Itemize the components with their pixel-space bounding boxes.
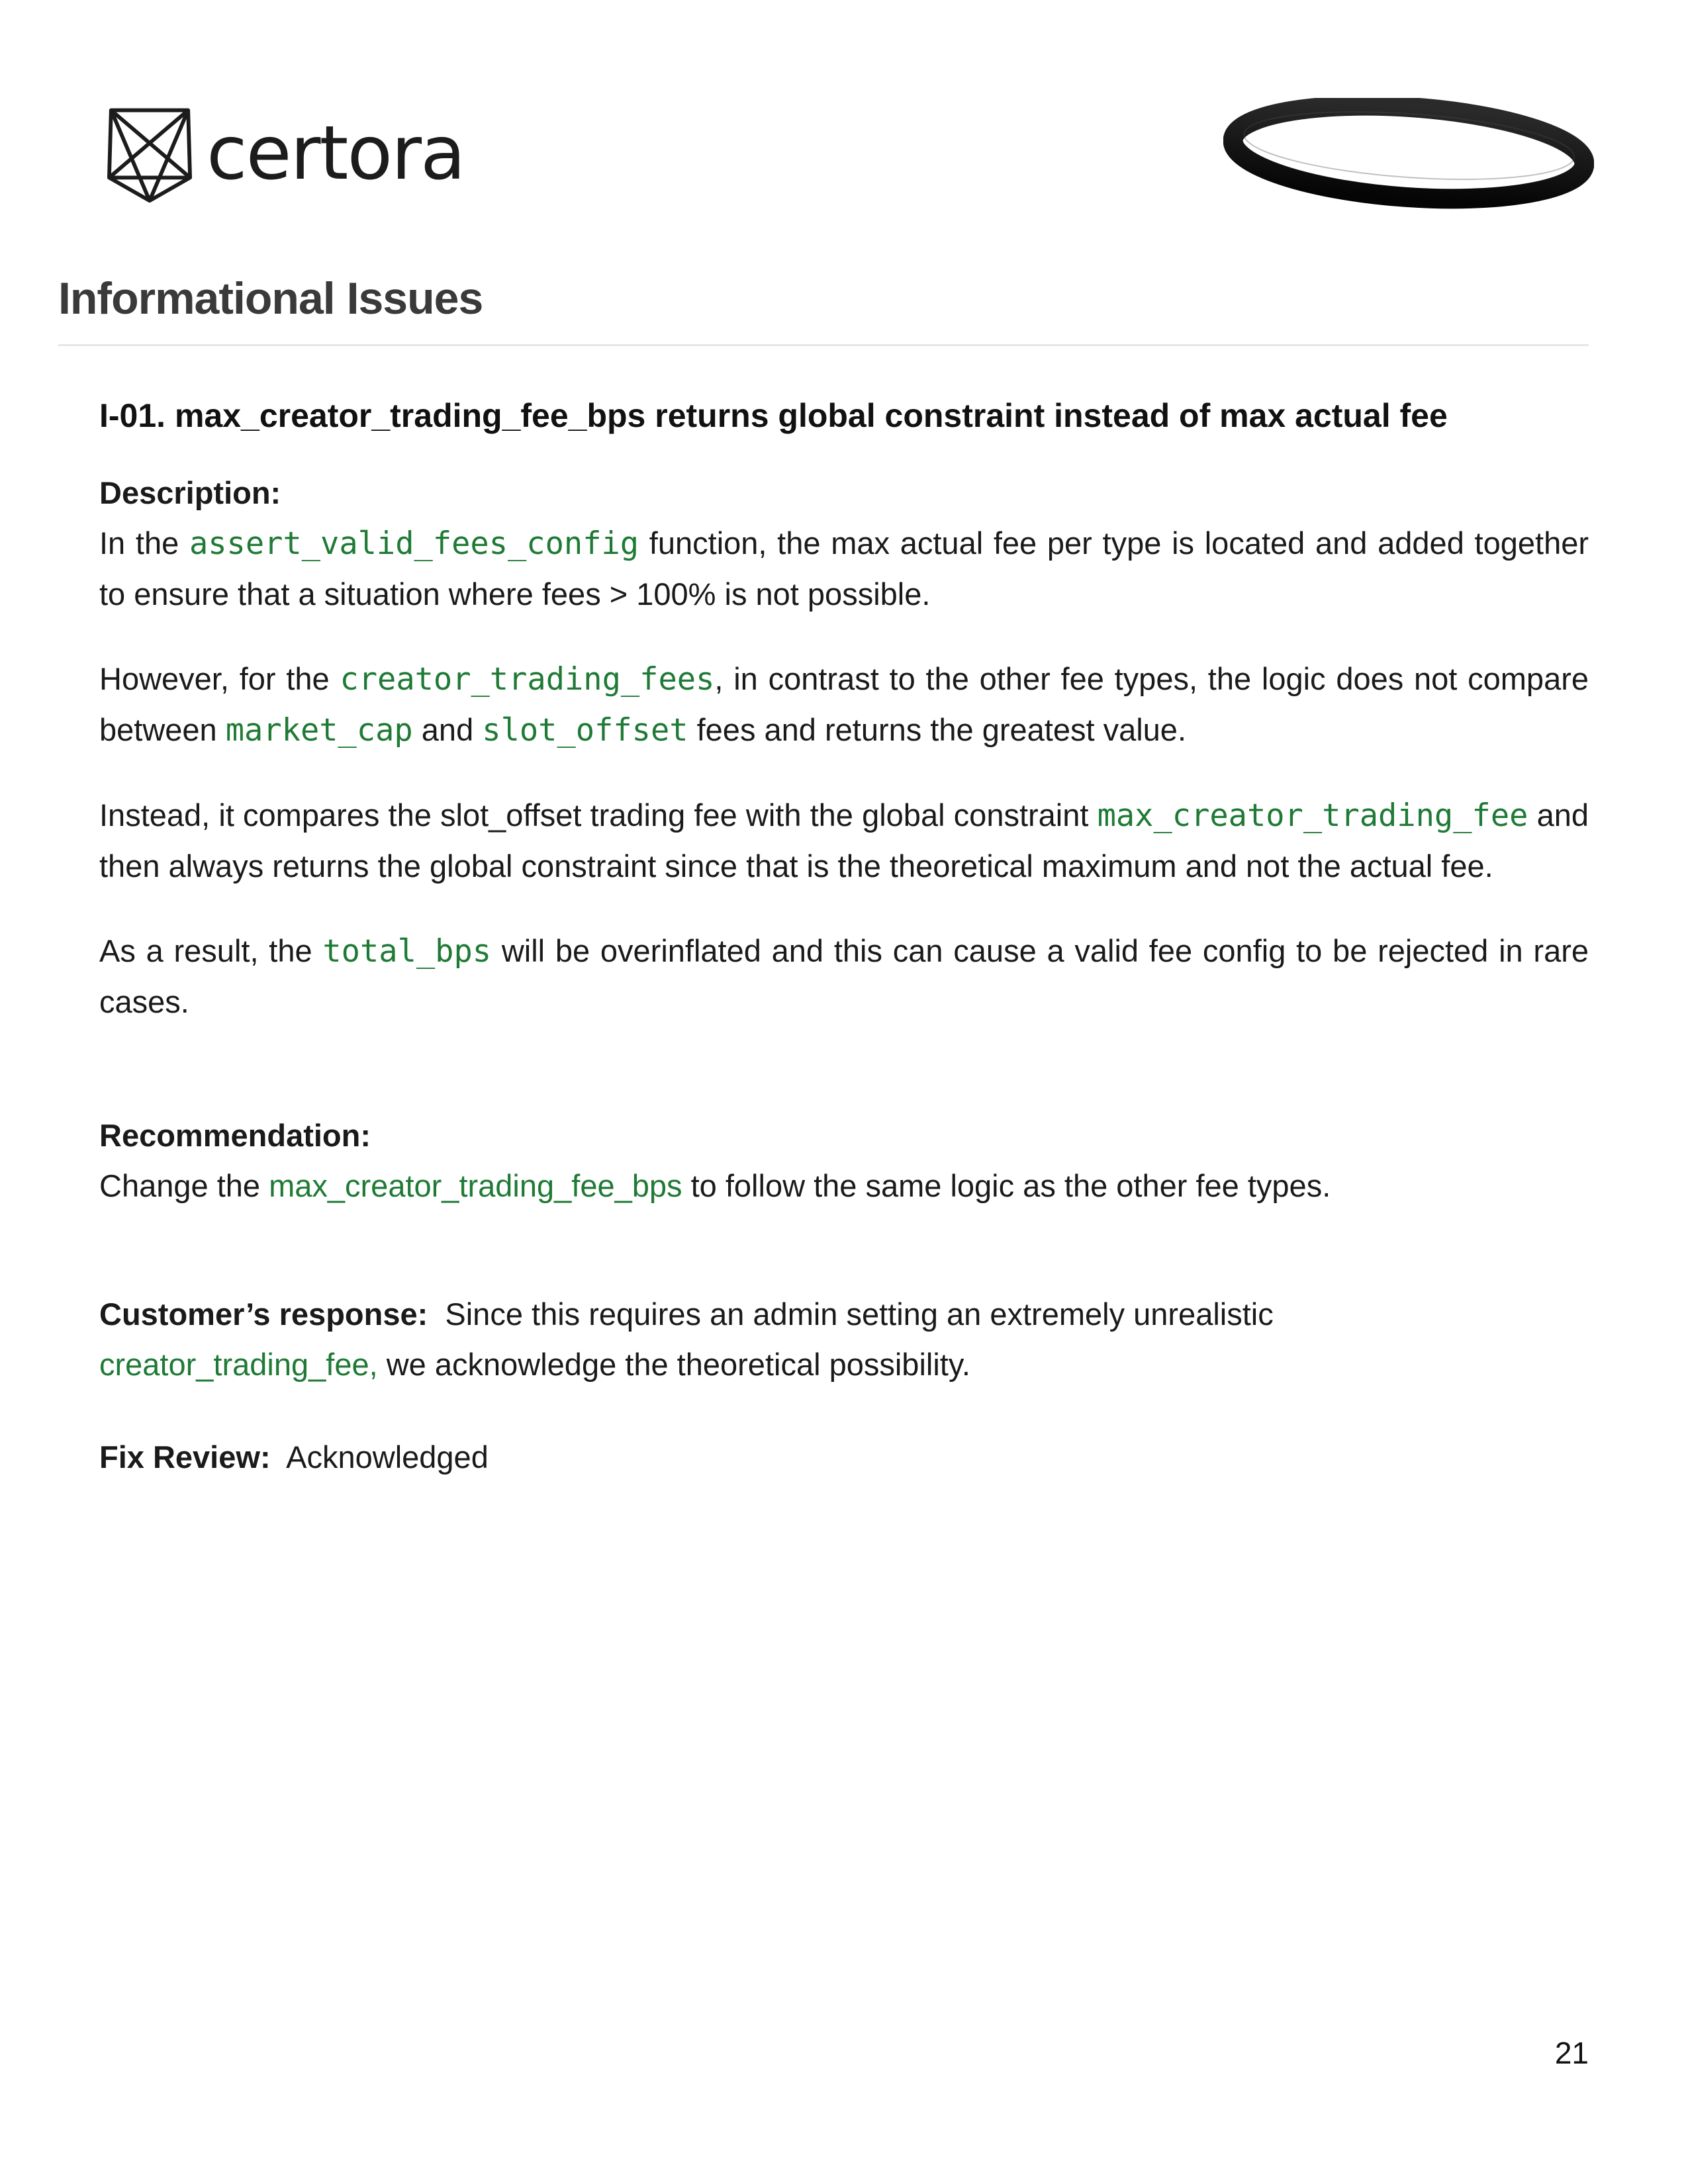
issue-title: I-01. max_creator_trading_fee_bps returns global constraint instead of max actual fee — [99, 397, 1448, 434]
section-divider — [58, 344, 1589, 346]
highlighted-term: max_creator_trading_fee_bps — [269, 1168, 682, 1203]
certora-logo — [101, 101, 465, 206]
section-title: Informational Issues — [58, 273, 483, 324]
inline-code: assert_valid_fees_config — [189, 525, 639, 562]
inline-code: max_creator_trading_fee — [1097, 797, 1528, 834]
torus-ring-graphic — [1223, 98, 1594, 210]
inline-code: slot_offset — [482, 712, 688, 749]
description-paragraph-4: As a result, the total_bps will be overinflated and this can cause a valid fee config to be rejected in rare cases. — [99, 933, 1589, 1019]
description-label: Description: — [99, 475, 281, 510]
issue-content — [99, 389, 1589, 1482]
logo-wordmark: certora — [207, 111, 465, 197]
fix-review-value: Acknowledged — [286, 1439, 489, 1475]
fix-review-label: Fix Review: — [99, 1439, 271, 1475]
inline-code: creator_trading_fees — [340, 661, 715, 698]
description-paragraph-2: However, for the creator_trading_fees, in contrast to the other fee types, the logic does not compare between market_cap and slot_offset fees and returns the greatest value. — [99, 661, 1589, 749]
customer-response: Customer’s response: Since this requires an admin setting an extremely unrealistic creator_trading_fee, we acknowledge the theoretical possibility. — [99, 1297, 1274, 1382]
page-number: 21 — [1554, 2036, 1589, 2070]
certora-logo-icon — [101, 101, 199, 206]
recommendation-text: Change the max_creator_trading_fee_bps to follow the same logic as the other fee types. — [99, 1168, 1331, 1203]
customer-response-label: Customer’s response: — [99, 1297, 428, 1332]
description-paragraph-3: Instead, it compares the slot_offset trading fee with the global constraint max_creator_trading_fee and then always returns the global constraint since that is the theoretical maximum and not the actual fee. — [99, 797, 1589, 884]
inline-code: market_cap — [225, 712, 413, 749]
fix-review — [99, 1432, 1589, 1482]
highlighted-term: creator_trading_fee, — [99, 1347, 378, 1382]
recommendation-label: Recommendation: — [99, 1118, 371, 1153]
inline-code: total_bps — [322, 933, 492, 970]
description-paragraph-1: In the assert_valid_fees_config function, the max actual fee per type is located and added together to ensure that a situation where fees > 100% is not possible. — [99, 525, 1589, 612]
